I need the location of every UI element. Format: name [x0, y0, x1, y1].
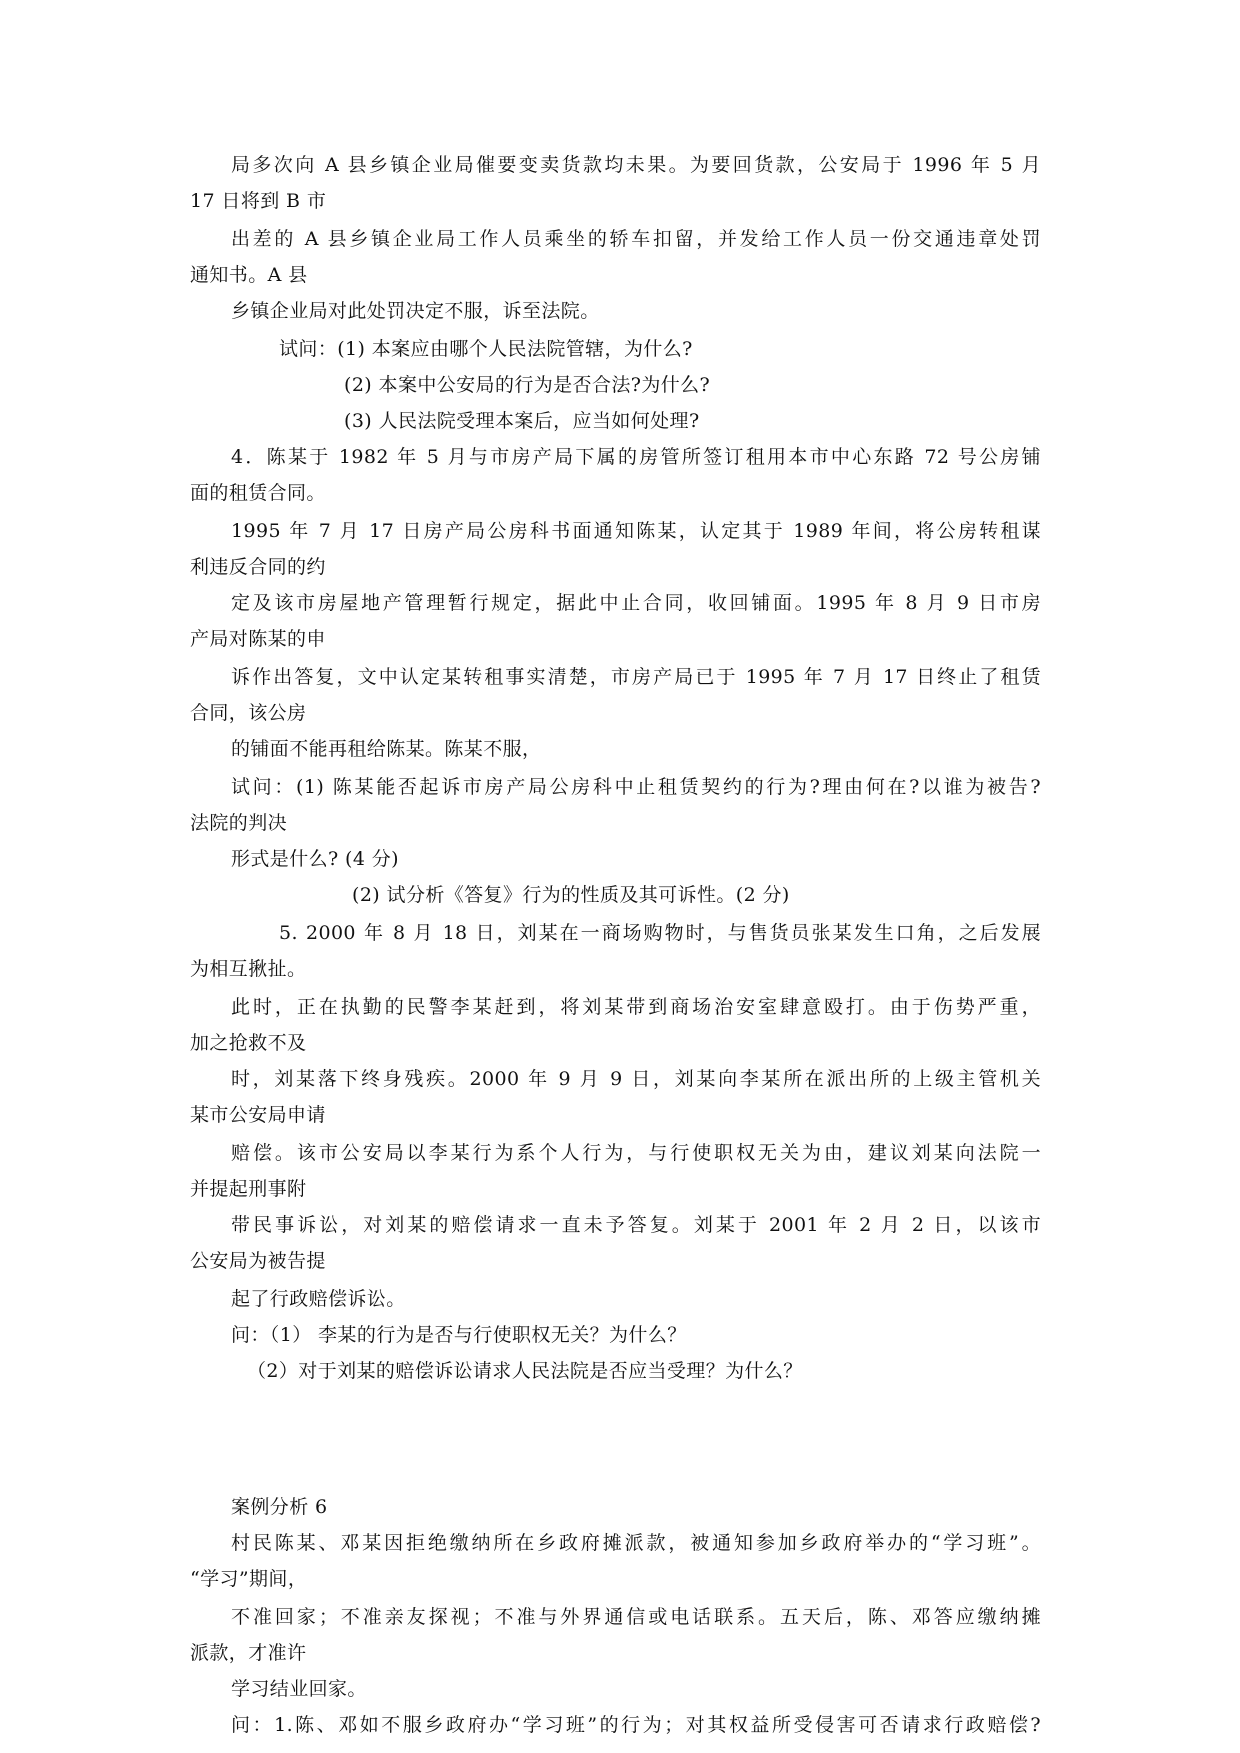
- text-line: 加之抢救不及: [190, 1032, 307, 1054]
- text-line: 形式是什么? (4 分): [231, 848, 399, 870]
- text-line: 合同，该公房: [190, 702, 307, 724]
- text-line: 并提起刑事附: [190, 1178, 307, 1200]
- text-line: 诉作出答复，文中认定某转租事实清楚，市房产局已于 1995 年 7 月 17 日终止了租赁: [231, 666, 1041, 688]
- question-line: (2) 试分析《答复》行为的性质及其可诉性。(2 分): [352, 884, 790, 906]
- text-line: 1995 年 7 月 17 日房产局公房科书面通知陈某，认定其于 1989 年间，将公房转租谋: [231, 520, 1041, 542]
- text-line: 不准回家；不准亲友探视；不准与外界通信或电话联系。五天后，陈、邓答应缴纳摊: [231, 1606, 1041, 1628]
- section-heading: 案例分析 6: [231, 1496, 328, 1518]
- text-line: 17 日将到 B 市: [190, 190, 327, 212]
- text-line: 局多次向 A 县乡镇企业局催要变卖货款均未果。为要回货款，公安局于 1996 年 5 月: [231, 154, 1041, 176]
- text-line: 某市公安局申请: [190, 1104, 326, 1126]
- text-line: 此时，正在执勤的民警李某赶到，将刘某带到商场治安室肆意殴打。由于伤势严重，: [231, 996, 1041, 1018]
- text-line: 通知书。A 县: [190, 264, 308, 286]
- text-line: 产局对陈某的申: [190, 628, 326, 650]
- text-line: 派款，才准许: [190, 1642, 307, 1664]
- text-line: 的铺面不能再租给陈某。陈某不服，: [231, 738, 542, 760]
- text-line: 利违反合同的约: [190, 556, 326, 578]
- text-line: 出差的 A 县乡镇企业局工作人员乘坐的轿车扣留，并发给工作人员一份交通违章处罚: [231, 228, 1041, 250]
- question-line: (3) 人民法院受理本案后，应当如何处理?: [344, 410, 700, 432]
- question-line: 试问：(1) 陈某能否起诉市房产局公房科中止租赁契约的行为?理由何在?以谁为被告?: [231, 776, 1041, 798]
- text-line: 定及该市房屋地产管理暂行规定，据此中止合同，收回铺面。1995 年 8 月 9 日市房: [231, 592, 1041, 614]
- text-line: 时，刘某落下终身残疾。2000 年 9 月 9 日，刘某向李某所在派出所的上级主管机关: [231, 1068, 1041, 1090]
- text-line: 起了行政赔偿诉讼。: [231, 1288, 406, 1310]
- text-line: 为相互揪扯。: [190, 958, 307, 980]
- text-line: “学习”期间，: [190, 1568, 308, 1590]
- text-line: 村民陈某、邓某因拒绝缴纳所在乡政府摊派款，被通知参加乡政府举办的“学习班”。: [231, 1532, 1041, 1554]
- question-line: 问：1.陈、邓如不服乡政府办“学习班”的行为；对其权益所受侵害可否请求行政赔偿?: [231, 1714, 1041, 1736]
- text-line: 学习结业回家。: [231, 1678, 367, 1700]
- text-line: 面的租赁合同。: [190, 482, 326, 504]
- question-line: 问：（1） 李某的行为是否与行使职权无关？为什么？: [231, 1324, 687, 1346]
- text-line: 赔偿。该市公安局以李某行为系个人行为，与行使职权无关为由，建议刘某向法院一: [231, 1142, 1041, 1164]
- text-line: 带民事诉讼，对刘某的赔偿请求一直未予答复。刘某于 2001 年 2 月 2 日，以该市: [231, 1214, 1041, 1236]
- text-line: 4．陈某于 1982 年 5 月与市房产局下属的房管所签订租用本市中心东路 72 号公房铺: [231, 446, 1041, 468]
- question-line: (2) 本案中公安局的行为是否合法?为什么?: [344, 374, 711, 396]
- question-line: （2）对于刘某的赔偿诉讼请求人民法院是否应当受理？为什么？: [247, 1360, 803, 1382]
- text-line: 乡镇企业局对此处罚决定不服，诉至法院。: [231, 300, 600, 322]
- text-line: 5. 2000 年 8 月 18 日，刘某在一商场购物时，与售货员张某发生口角，之后发展: [279, 922, 1041, 944]
- text-line: 法院的判决: [190, 812, 288, 834]
- text-line: 公安局为被告提: [190, 1250, 326, 1272]
- question-line: 试问：(1) 本案应由哪个人民法院管辖，为什么?: [279, 338, 693, 360]
